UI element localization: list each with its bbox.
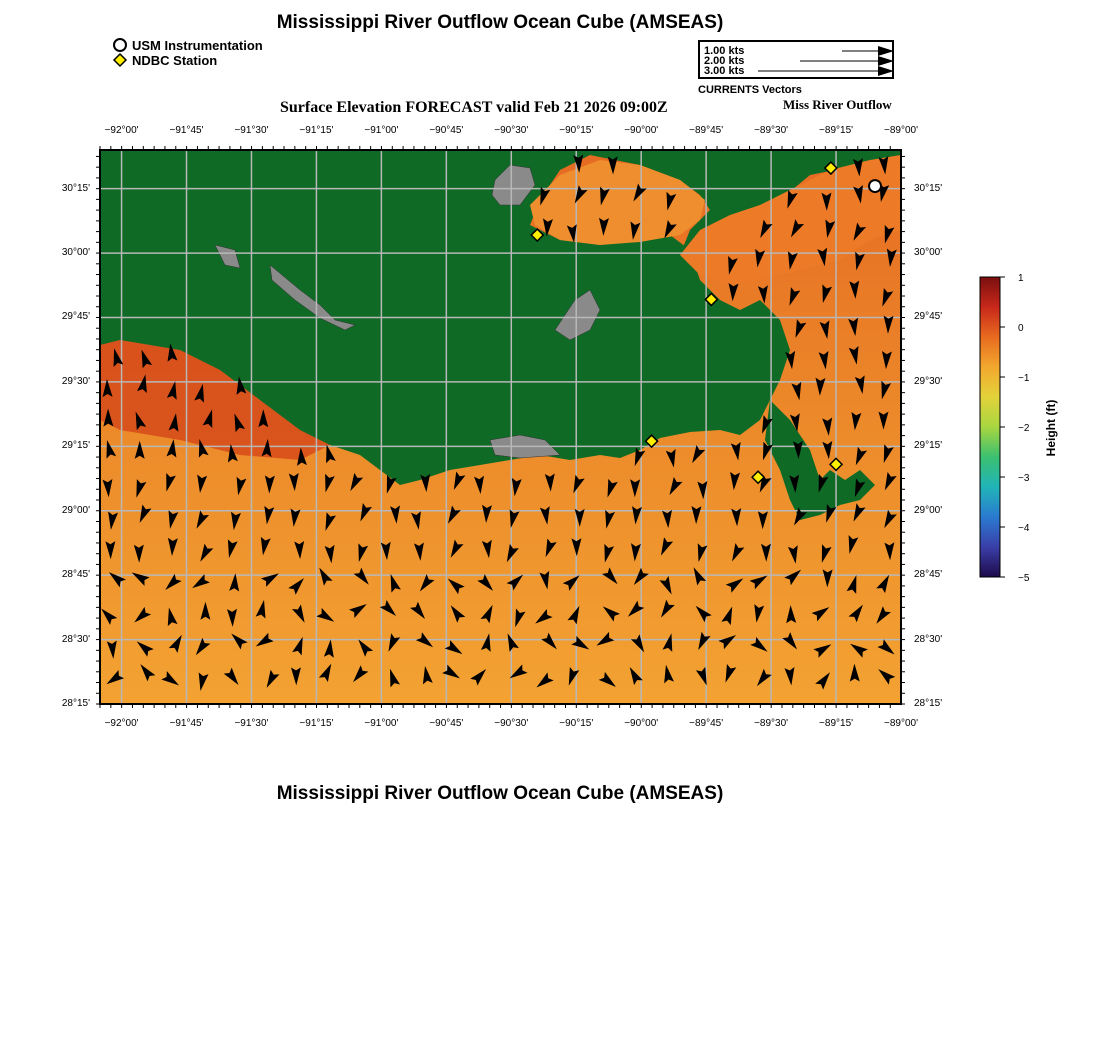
tick-label: 28°15' — [61, 698, 90, 709]
tick-label: 30°15' — [914, 182, 943, 194]
tick-label: −89°45' — [689, 125, 724, 136]
map-surface — [98, 150, 901, 704]
tick-label: −91°15' — [299, 125, 334, 136]
tick-label: 28°30' — [914, 633, 943, 645]
tick-label: −89°00' — [884, 718, 918, 729]
tick-label: −90°15' — [559, 125, 594, 136]
tick-label: 29°30' — [914, 375, 943, 387]
tick-label: −90°30' — [494, 125, 529, 136]
tick-label: −89°30' — [754, 125, 789, 136]
colorbar-gradient — [980, 277, 1000, 577]
tick-label: 29°45' — [61, 311, 90, 323]
tick-label: −91°30' — [234, 718, 269, 729]
tick-label: 28°15' — [914, 698, 943, 709]
scale-row-1: 1.00 kts — [704, 45, 745, 57]
tick-label: 29°30' — [61, 375, 90, 387]
colorbar-tick-label: −4 — [1018, 523, 1030, 534]
tick-label: 30°00' — [914, 247, 943, 259]
tick-label: −91°00' — [364, 718, 399, 729]
scale-row-2: 2.00 kts — [704, 55, 745, 67]
tick-label: 29°15' — [914, 440, 943, 452]
tick-label: 29°00' — [914, 504, 943, 516]
tick-label: −91°30' — [234, 125, 269, 136]
tick-label: −89°15' — [819, 718, 854, 729]
colorbar-tick-label: −2 — [1018, 423, 1030, 434]
tick-label: 29°15' — [61, 440, 90, 452]
colorbar-ticks — [1000, 273, 1030, 584]
tick-label: −90°00' — [624, 125, 659, 136]
legend-ndbc-label: NDBC Station — [132, 52, 218, 68]
tick-label: 30°15' — [61, 182, 90, 194]
tick-label: −91°45' — [169, 125, 204, 136]
tick-label: −91°45' — [169, 718, 204, 729]
tick-label: −90°00' — [624, 718, 659, 729]
tick-label: −90°30' — [494, 718, 529, 729]
tick-label: 28°30' — [61, 633, 90, 645]
colorbar-tick-label: −3 — [1018, 473, 1030, 484]
tick-label: 30°00' — [61, 247, 90, 259]
map-subtitle: Surface Elevation FORECAST valid Feb 21 2026 09:00Z — [280, 99, 668, 116]
tick-label: 28°45' — [914, 569, 943, 581]
tick-label: −90°45' — [429, 718, 464, 729]
tick-label: 29°45' — [914, 311, 943, 323]
page-title-repeat: Mississippi River Outflow Ocean Cube (AMSEAS) — [276, 783, 724, 804]
colorbar-tick-label: 1 — [1018, 273, 1024, 284]
tick-label: −92°00' — [104, 718, 139, 729]
tick-label: −89°45' — [689, 718, 724, 729]
colorbar — [970, 270, 1040, 590]
vector-scale-caption: CURRENTS Vectors — [698, 84, 802, 96]
tick-label: 29°00' — [61, 504, 90, 516]
tick-label: −92°00' — [104, 125, 139, 136]
page-title: Mississippi River Outflow Ocean Cube (AMSEAS) — [276, 12, 724, 33]
tick-label: −89°15' — [819, 125, 854, 136]
tick-label: −91°15' — [299, 718, 334, 729]
region-label: Miss River Outflow — [783, 97, 892, 112]
legend-usm-label: USM Instrumentation — [132, 37, 263, 53]
colorbar-tick-label: −5 — [1018, 573, 1030, 584]
colorbar-tick-label: −1 — [1018, 373, 1030, 384]
tick-label: −89°00' — [884, 125, 918, 136]
tick-label: 28°45' — [61, 569, 90, 581]
tick-label: −91°00' — [364, 125, 399, 136]
scale-row-3: 3.00 kts — [704, 65, 745, 77]
colorbar-label: Height (ft) — [1044, 399, 1058, 457]
tick-label: −89°30' — [754, 718, 789, 729]
colorbar-tick-label: 0 — [1018, 323, 1024, 334]
usm-station-marker[interactable] — [869, 180, 881, 192]
tick-label: −90°15' — [559, 718, 594, 729]
tick-label: −90°45' — [429, 125, 464, 136]
